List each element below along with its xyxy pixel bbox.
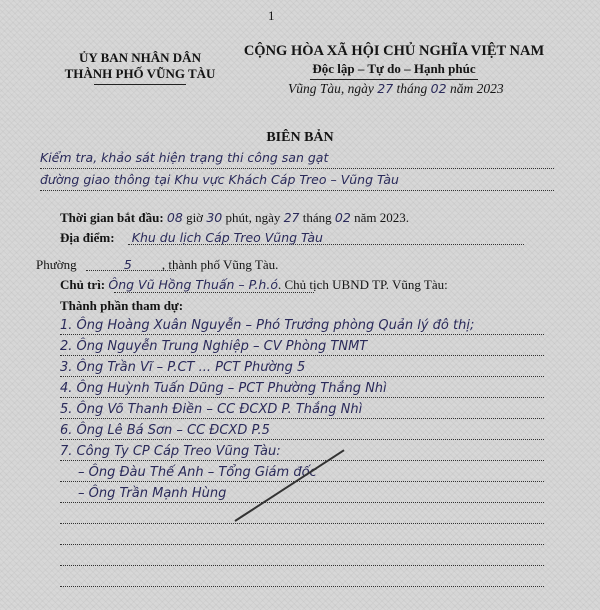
start-hour: 08 — [166, 210, 183, 225]
document-title: BIÊN BẢN — [266, 130, 334, 145]
date-month-handwritten: 02 — [430, 81, 447, 96]
page-number: 1 — [268, 8, 275, 23]
ward-value: 5 — [123, 257, 132, 272]
agency-line-2: THÀNH PHỐ VŨNG TÀU — [64, 66, 216, 81]
participant-dotted-line-6 — [60, 439, 544, 440]
participant-entry: 3. Ông Trần Vĩ – P.CT ... PCT Phường 5 — [60, 360, 306, 375]
location-value: Khu du lịch Cáp Treo Vũng Tàu — [131, 230, 323, 245]
subject-dotted-line-1 — [40, 168, 554, 169]
subject-dotted-line-2 — [40, 190, 554, 191]
motto-underline — [310, 79, 478, 80]
ward-row — [36, 257, 278, 273]
chair-label: Chủ trì: — [60, 277, 109, 292]
participant-dotted-line-8 — [60, 481, 544, 482]
agency-underline — [94, 84, 186, 85]
start-time-label: Thời gian bắt đầu: — [60, 210, 167, 225]
participant-entry: 5. Ông Võ Thanh Điền – CC ĐCXD P. Thắng Nhì — [60, 402, 363, 417]
start-minute: 30 — [206, 210, 223, 225]
chair-value: Ông Vũ Hồng Thuấn – P.h.ó — [108, 277, 278, 292]
start-month: 02 — [334, 210, 351, 225]
hour-label: giờ — [182, 210, 207, 225]
participant-entry: 6. Ông Lê Bá Sơn – CC ĐCXD P.5 — [60, 423, 270, 438]
date-day-handwritten: 27 — [377, 81, 394, 96]
participant-dotted-line-1 — [60, 334, 544, 335]
participant-entry: 7. Công Ty CP Cáp Treo Vũng Tàu: — [60, 444, 281, 459]
start-month-label: tháng — [299, 210, 335, 225]
participant-entry: – Ông Trần Mạnh Hùng — [78, 486, 227, 501]
participant-dotted-line-4 — [60, 397, 544, 398]
ward-suffix: , thành phố Vũng Tàu. — [161, 257, 279, 272]
participant-entry: – Ông Đàu Thế Anh – Tổng Giám đốc — [78, 465, 317, 480]
start-day: 27 — [283, 210, 300, 225]
participant-dotted-line-11 — [60, 544, 544, 545]
participant-entry: 1. Ông Hoàng Xuân Nguyễn – Phó Trưởng phòng Quản lý đô thị; — [60, 318, 475, 333]
location-label: Địa điểm: — [60, 230, 118, 245]
subject-line-1: Kiểm tra, khảo sát hiện trạng thi công san gạt — [40, 150, 329, 165]
ward-label: Phường — [36, 257, 80, 272]
participant-dotted-line-2 — [60, 355, 544, 356]
participant-dotted-line-3 — [60, 376, 544, 377]
agency-line-1: ỦY BAN NHÂN DÂN — [79, 50, 201, 65]
nation-motto: Độc lập – Tự do – Hạnh phúc — [312, 61, 476, 76]
date-prefix: Vũng Tàu, ngày — [288, 81, 378, 96]
chair-suffix: . Chủ tịch UBND TP. Vũng Tàu: — [277, 277, 448, 292]
participants-label — [60, 298, 183, 314]
chair-row — [60, 277, 448, 293]
national-header — [234, 42, 554, 80]
participants-label-text: Thành phần tham dự: — [60, 298, 184, 313]
date-month-label: tháng — [393, 81, 431, 96]
participant-dotted-line-7 — [60, 460, 544, 461]
participant-dotted-line-12 — [60, 565, 544, 566]
date-year-label: năm 2023 — [446, 81, 504, 96]
document-date — [288, 81, 504, 97]
participant-dotted-line-5 — [60, 418, 544, 419]
start-year-label: năm 2023. — [350, 210, 409, 225]
start-time-row — [60, 210, 409, 226]
subject-line-2: đường giao thông tại Khu vực Khách Cáp Treo – Vũng Tàu — [40, 172, 399, 187]
nation-title: CỘNG HÒA XÃ HỘI CHỦ NGHĨA VIỆT NAM — [243, 43, 545, 59]
participant-entry: 2. Ông Nguyễn Trung Nghiệp – CV Phòng TNMT — [60, 339, 368, 354]
participant-dotted-line-10 — [60, 523, 544, 524]
participant-dotted-line-9 — [60, 502, 544, 503]
minute-label: phút, ngày — [222, 210, 284, 225]
agency-header — [40, 50, 240, 85]
location-row — [60, 230, 323, 246]
participant-entry: 4. Ông Huỳnh Tuấn Dũng – PCT Phường Thắng Nhì — [60, 381, 387, 396]
participant-dotted-line-13 — [60, 586, 544, 587]
